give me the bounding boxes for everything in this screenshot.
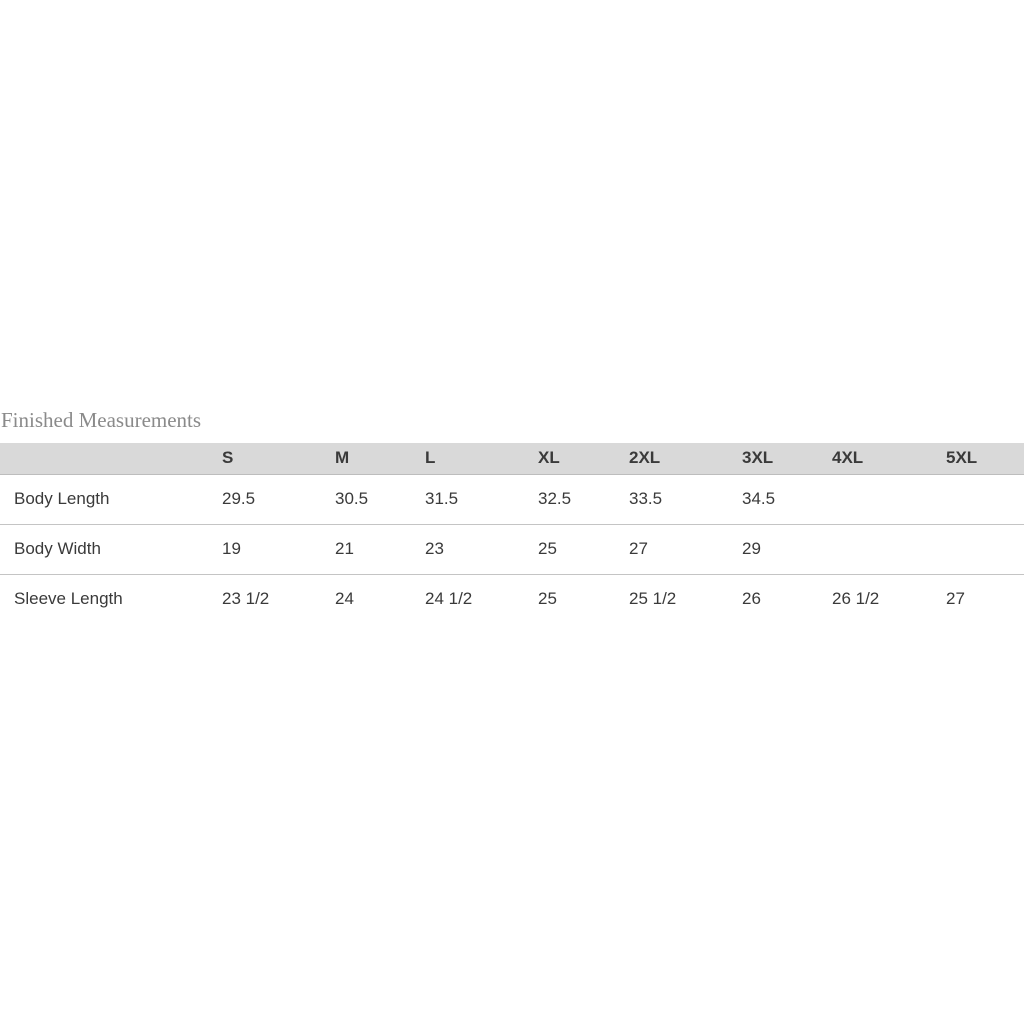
table-cell: 25 1/2 [629,589,677,609]
table-cell [832,524,946,574]
table-cell: 26 [742,589,761,609]
table-cell: 27 [629,524,742,574]
table-cell: 31.5 [425,474,538,524]
header-cell-m: M [335,443,425,474]
table-cell: 34.5 [742,474,832,524]
table-cell: 27 [946,589,965,609]
table-row [0,574,1024,624]
header-cell-empty [0,443,222,474]
header-cell-5xl: 5XL [946,443,1024,474]
row-label: Body Length [0,474,222,524]
header-cell-l: L [425,443,538,474]
table-cell: 30.5 [335,474,425,524]
table-cell [946,524,1024,574]
table-cell [832,474,946,524]
table-header-row [0,443,1024,474]
header-cell-3xl: 3XL [742,443,832,474]
table-cell: 25 [538,589,557,609]
table-cell: 24 1/2 [425,589,473,609]
table-cell: 29.5 [222,474,335,524]
table-cell: 24 [335,589,354,609]
header-cell-xl: XL [538,443,629,474]
table-row [0,474,1024,524]
table-cell: 29 [742,524,832,574]
page-title: Finished Measurements [1,408,202,432]
row-label: Body Width [0,524,222,574]
table-cell: 25 [538,524,629,574]
table-cell: 21 [335,524,425,574]
size-chart-table [0,443,1024,624]
table-cell [946,474,1024,524]
table-cell: 26 1/2 [832,589,880,609]
header-cell-s: S [222,443,335,474]
table-cell: 19 [222,524,335,574]
table-cell: 23 1/2 [222,589,270,609]
table-row [0,524,1024,574]
header-cell-4xl: 4XL [832,443,946,474]
table-cell: 32.5 [538,474,629,524]
row-label: Sleeve Length [14,589,123,609]
table-cell: 33.5 [629,474,742,524]
table-cell: 23 [425,524,538,574]
header-cell-2xl: 2XL [629,443,742,474]
